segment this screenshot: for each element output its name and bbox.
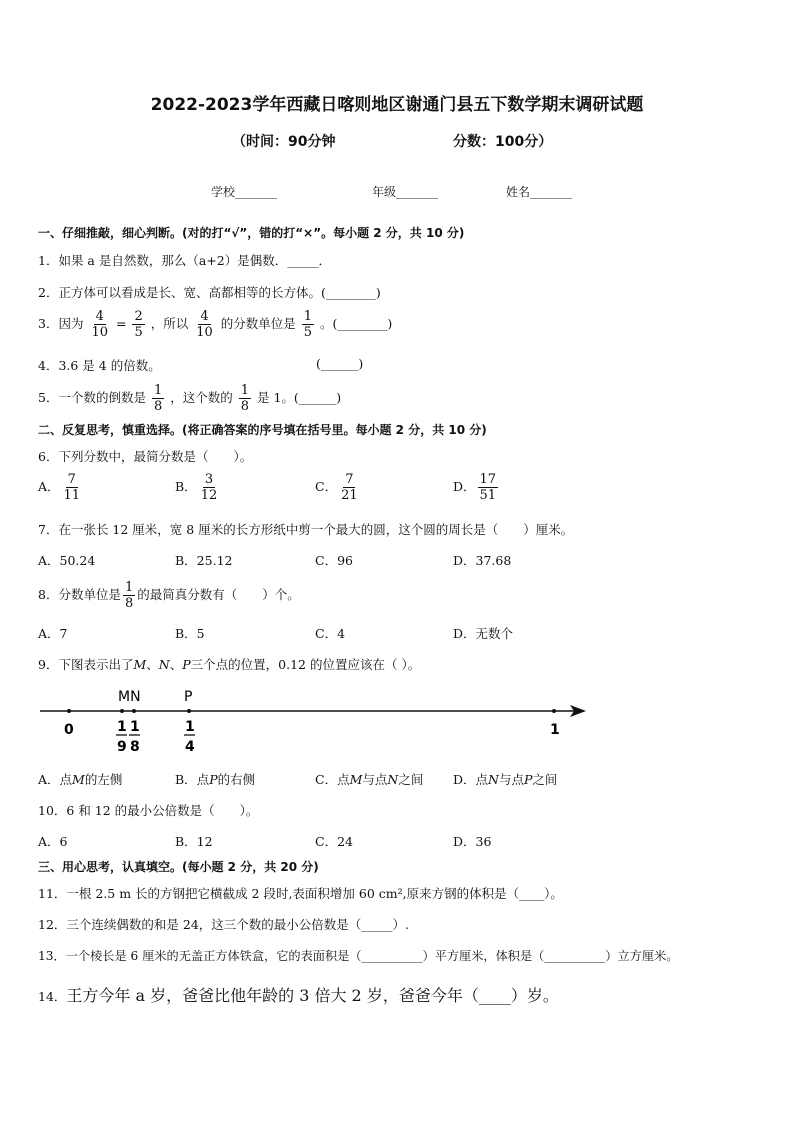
- q3-post: 。(________): [320, 316, 393, 331]
- question-6: 6．下列分数中，最简分数是（ ）。: [38, 449, 253, 464]
- fraction: $\frac{4}{10}$: [91, 309, 108, 340]
- fraction: $\frac{1}{8}$: [153, 383, 163, 414]
- q10-option-a[interactable]: A．6: [38, 834, 68, 849]
- fraction: $\frac{1}{5}$: [303, 309, 313, 340]
- question-9: 9．下图表示出了M、N、P三个点的位置，0.12 的位置应该在（ ）。: [38, 657, 421, 672]
- equals-sign: =: [115, 316, 127, 331]
- fraction: $\frac{2}{5}$: [134, 309, 143, 340]
- question-10: 10．6 和 12 的最小公倍数是（ ）。: [38, 803, 259, 818]
- q6-option-d[interactable]: D． $\frac{17}{51}$: [453, 472, 497, 503]
- q6-option-b[interactable]: B． $\frac{3}{12}$: [175, 472, 218, 503]
- tick-1-8-num: 1: [130, 719, 140, 735]
- q3-mid2: 的分数单位是: [220, 316, 296, 331]
- q14-number: 14．: [38, 989, 67, 1004]
- score-info: 分数：100分）: [453, 134, 553, 150]
- question-14: [38, 983, 559, 1006]
- q9-option-c[interactable]: C．点M与点N之间: [315, 772, 424, 787]
- fraction: $\frac{1}{8}$: [124, 580, 134, 611]
- question-2: 2．正方体可以看成是长、宽、高都相等的长方体。(________): [38, 285, 381, 300]
- label-mn: MN: [118, 689, 141, 705]
- label-p: P: [184, 689, 193, 705]
- question-12: 12．三个连续偶数的和是 24，这三个数的最小公倍数是（_____）.: [38, 917, 410, 932]
- question-5: [38, 383, 341, 414]
- tick-1-9-den: 9: [117, 739, 127, 755]
- q4-answer-blank[interactable]: (______): [316, 356, 364, 371]
- q7-option-c[interactable]: C．96: [315, 553, 353, 568]
- tick-one: 1: [550, 722, 560, 738]
- tick-1-4-num: 1: [185, 719, 195, 735]
- fraction: $\frac{4}{10}$: [196, 309, 213, 340]
- q9-option-b[interactable]: B．点P的右侧: [175, 772, 256, 787]
- question-1: 1．如果 a 是自然数，那么（a+2）是偶数．_____．: [38, 253, 331, 268]
- q3-pre: 3．因为: [38, 316, 84, 331]
- school-field[interactable]: 学校_______: [211, 185, 278, 199]
- q8-option-d[interactable]: D．无数个: [453, 626, 514, 641]
- q7-option-a[interactable]: A．50.24: [38, 553, 96, 568]
- q9-option-d[interactable]: D．点N与点P之间: [453, 772, 558, 787]
- q8-option-b[interactable]: B．5: [175, 626, 205, 641]
- tick-zero: 0: [64, 722, 74, 738]
- tick-1-8-den: 8: [130, 739, 140, 755]
- q6-option-a[interactable]: A． $\frac{7}{11}$: [38, 472, 81, 503]
- q3-mid: ，所以: [150, 316, 189, 331]
- question-4: 4．3.6 是 4 的倍数。: [38, 358, 161, 373]
- question-11: 11．一根 2.5 m 长的方钢把它横截成 2 段时,表面积增加 60 cm²,原来方钢的体积是（____）。: [38, 886, 563, 901]
- q8-option-c[interactable]: C．4: [315, 626, 346, 641]
- page-title: 2022-2023学年西藏日喀则地区谢通门县五下数学期末调研试题: [150, 95, 644, 115]
- q5-post: 是 1。(______): [256, 390, 342, 405]
- q7-option-b[interactable]: B．25.12: [175, 553, 233, 568]
- question-13: 13．一个棱长是 6 厘米的无盖正方体铁盒，它的表面积是（__________）平方厘米，体积是（__________）立方厘米。: [38, 949, 679, 963]
- point-m: [120, 709, 124, 713]
- question-8: 8．分数单位是 $\frac{1}{8}$ 的最简真分数有（ ）个。: [38, 580, 300, 611]
- number-line: [38, 684, 590, 760]
- q5-mid: ，这个数的: [170, 390, 233, 405]
- section1-heading: 一、仔细推敲，细心判断。(对的打“√”，错的打“×”。每小题 2 分，共 10 分): [38, 226, 465, 240]
- tick-1-4-den: 4: [185, 739, 195, 755]
- question-3: [38, 309, 392, 340]
- time-info: （时间：90分钟: [232, 134, 336, 150]
- q6-option-c[interactable]: C． $\frac{7}{21}$: [315, 472, 358, 503]
- q7-option-d[interactable]: D．37.68: [453, 553, 512, 568]
- point-zero: [67, 709, 71, 713]
- q9-option-a[interactable]: A．点M的左侧: [38, 772, 123, 787]
- q10-option-c[interactable]: C．24: [315, 834, 353, 849]
- fraction: $\frac{1}{8}$: [240, 383, 249, 414]
- section2-heading: 二、反复思考，慎重选择。(将正确答案的序号填在括号里。每小题 2 分，共 10 分): [38, 423, 487, 437]
- name-field[interactable]: 姓名_______: [506, 185, 573, 199]
- tick-1-9-num: 1: [117, 719, 127, 735]
- q10-option-b[interactable]: B．12: [175, 834, 213, 849]
- question-7: 7．在一张长 12 厘米，宽 8 厘米的长方形纸中剪一个最大的圆，这个圆的周长是（ ）厘米。: [38, 522, 574, 537]
- q5-pre: 5．一个数的倒数是: [38, 390, 146, 405]
- section3-heading: 三、用心思考，认真填空。(每小题 2 分，共 20 分): [38, 860, 319, 874]
- point-one: [552, 709, 556, 713]
- point-n: [132, 709, 136, 713]
- q8-option-a[interactable]: A．7: [38, 626, 68, 641]
- point-p: [187, 709, 191, 713]
- q10-option-d[interactable]: D．36: [453, 834, 492, 849]
- grade-field[interactable]: 年级_______: [372, 185, 439, 199]
- q14-text: 王方今年 a 岁，爸爸比他年龄的 3 倍大 2 岁，爸爸今年（____）岁。: [66, 986, 559, 1005]
